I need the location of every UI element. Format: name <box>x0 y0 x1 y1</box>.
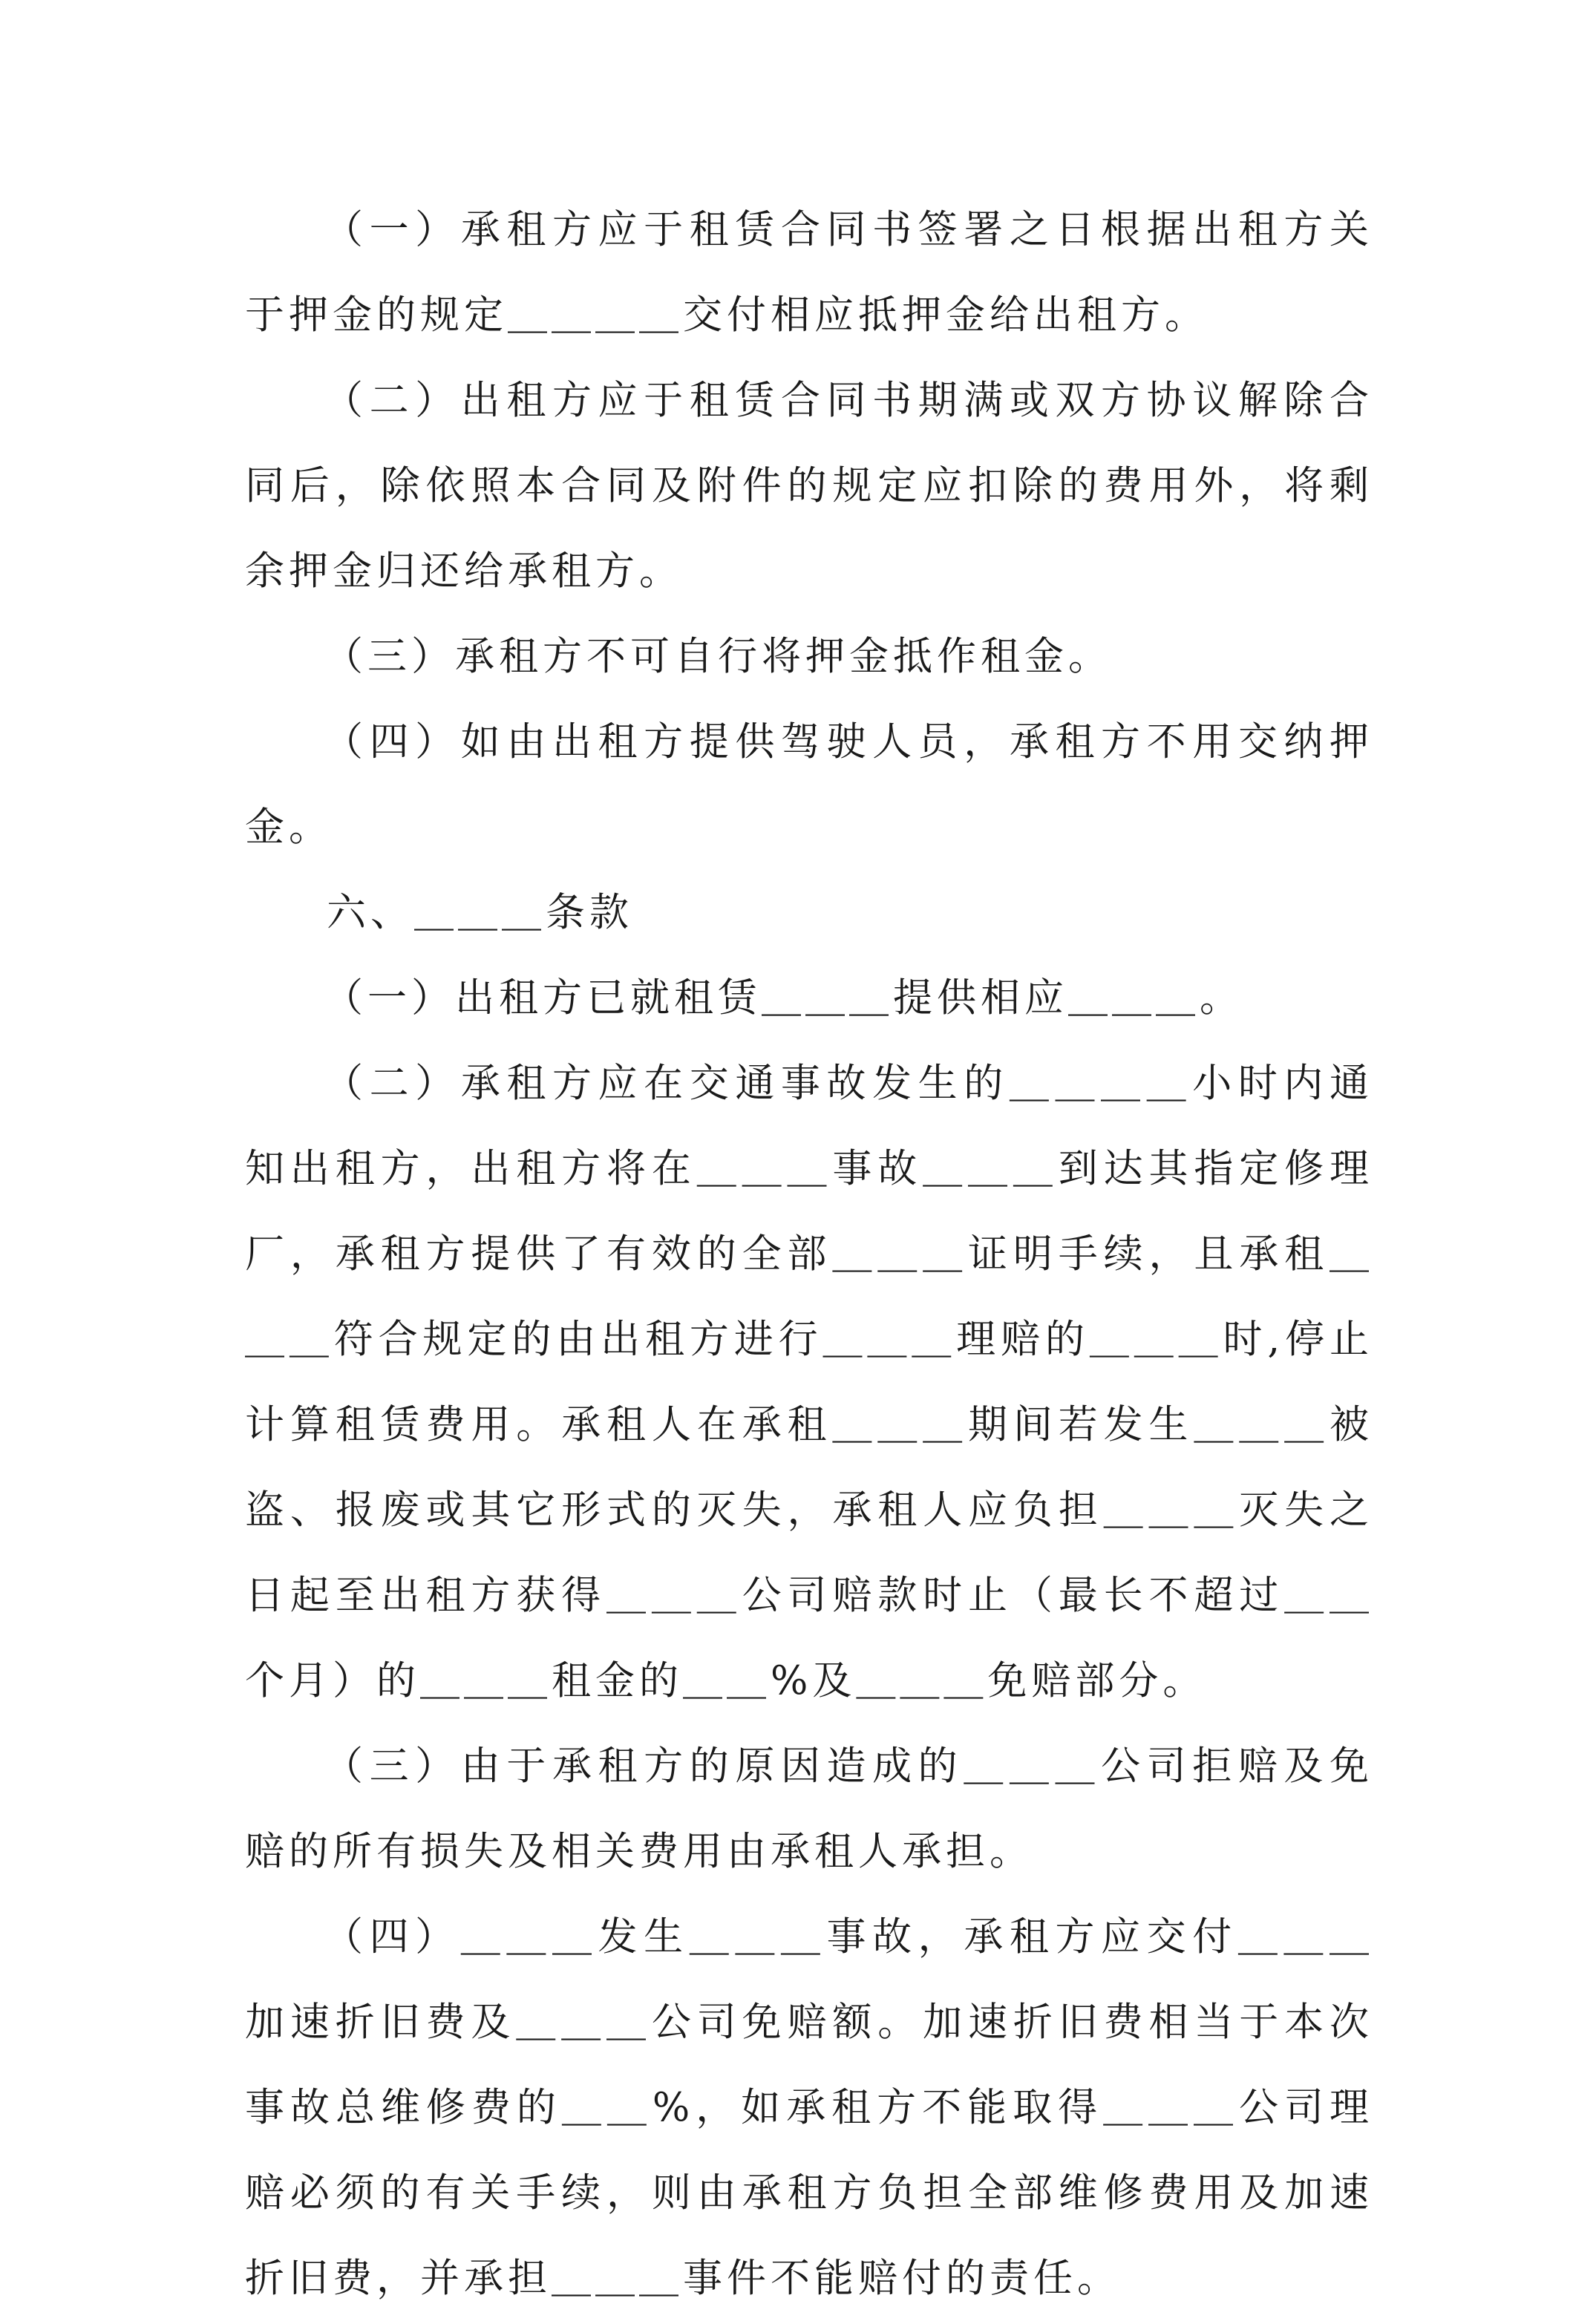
section-heading-six: 六、＿＿＿条款 <box>327 890 633 935</box>
insurance-clause-2: （二）承租方应在交通事故发生的＿＿＿＿小时内通知出租方，出租方将在＿＿＿事故＿＿＿到达其指定修理厂，承租方提供了有效的全部＿＿＿证明手续，且承租＿＿＿符合规定的由出租方进行＿＿＿理赔的＿＿＿时,停止计算租赁费用。承租人在承租＿＿＿期间若发生＿＿＿被盗、报废或其它形式的灭失，承租人应负担＿＿＿灭失之日起至出租方获得＿＿＿公司赔款时止（最长不超过＿＿个月）的＿＿＿租金的＿＿%及＿＿＿免赔部分。 <box>245 1061 1373 1703</box>
insurance-clause-3: （三）由于承租方的原因造成的＿＿＿公司拒赔及免赔的所有损失及相关费用由承租人承担。 <box>245 1744 1373 1874</box>
deposit-clause-3: （三）承租方不可自行将押金抵作租金。 <box>324 634 1112 679</box>
contract-body <box>245 187 1373 2321</box>
deposit-clause-4: （四）如由出租方提供驾驶人员，承租方不用交纳押金。 <box>245 719 1373 850</box>
insurance-clause-4: （四）＿＿＿发生＿＿＿事故，承租方应交付＿＿＿加速折旧费及＿＿＿公司免赔额。加速折旧费相当于本次事故总维修费的＿＿%，如承租方不能取得＿＿＿公司理赔必须的有关手续，则由承租方负担全部维修费用及加速折旧费，并承担＿＿＿事件不能赔付的责任。 <box>245 1914 1373 2301</box>
deposit-clause-2: （二）出租方应于租赁合同书期满或双方协议解除合同后，除依照本合同及附件的规定应扣除的费用外，将剩余押金归还给承租方。 <box>245 378 1373 594</box>
insurance-clause-1: （一）出租方已就租赁＿＿＿提供相应＿＿＿。 <box>324 975 1243 1021</box>
deposit-clause-1: （一）承租方应于租赁合同书签署之日根据出租方关于押金的规定＿＿＿＿交付相应抵押金给出租方。 <box>245 207 1373 338</box>
